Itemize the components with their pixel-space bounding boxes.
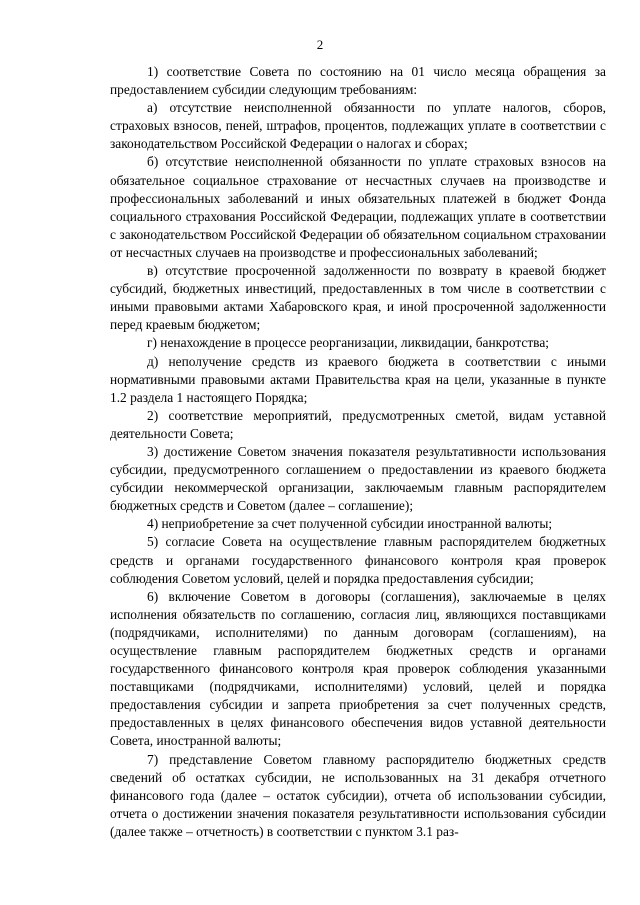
paragraph-1g: г) ненахождение в процессе реорганизации, ликвидации, банкротства; bbox=[147, 335, 549, 351]
paragraph-1: 1) соответствие Совета по состоянию на 01 число месяца обращения за предоставлением субсидии следующим требованиям: bbox=[110, 64, 606, 98]
paragraph-1v: в) отсутствие просроченной задолженности по возврату в краевой бюджет субсидий, бюджетных инвестиций, предоставленных в том числе в соответствии с иными правовыми актами Хабаровского края, и иной просроченной задолженности перед краевым бюджетом; bbox=[110, 263, 606, 333]
paragraph-1a: а) отсутствие неисполненной обязанности по уплате налогов, сборов, страховых взносов, пеней, штрафов, процентов, подлежащих уплате в соответствии с законодательством Российской Федерации о налогах и сборах; bbox=[110, 100, 606, 152]
paragraph-4: 4) неприобретение за счет полученной субсидии иностранной валюты; bbox=[147, 516, 553, 532]
paragraph-7: 7) представление Советом главному распорядителю бюджетных средств сведений об остатках субсидии, не использованных на 31 декабря отчетного финансового года (далее – остаток субсидии), отчета об использовании субсидии, отчета о достижении значения показателя результативности использования субсидии (далее также – отчетность) в соответствии с пунктом 3.1 раз- bbox=[110, 751, 606, 839]
document-body bbox=[110, 63, 606, 841]
paragraph-1b: б) отсутствие неисполненной обязанности по уплате страховых взносов на обязательное социальное страхование от несчастных случаев на производстве и профессиональных заболеваний и иных обязательных платежей в бюджет Фонда социального страхования Российской Федерации, подлежащих уплате в соответствии с законодательством Российской Федерации об обязательном социальном страховании от несчастных случаев на производстве и профессиональных заболеваний; bbox=[110, 154, 606, 260]
page-number: 2 bbox=[316, 37, 324, 52]
paragraph-6: 6) включение Советом в договоры (соглашения), заключаемые в целях исполнения обязательств по соглашению, согласия лиц, являющихся поставщиками (подрядчиками, исполнителями) по данным договорам (соглашениям), на осуществление главным распорядителем бюджетных средств и органами государственного финансового контроля края проверок соблюдения указанными поставщиками (подрядчиками, исполнителями) условий, целей и порядка предоставления субсидии и запрета приобретения за счет полученных средств, предоставленных в целях финансового обеспечения видов уставной деятельности Совета, иностранной валюты; bbox=[110, 588, 606, 749]
paragraph-1d: д) неполучение средств из краевого бюджета в соответствии с иными нормативными правовыми актами Правительства края на цели, указанные в пункте 1.2 раздела 1 настоящего Порядка; bbox=[110, 353, 606, 405]
paragraph-3: 3) достижение Советом значения показателя результативности использования субсидии, предусмотренного соглашением о предоставлении из краевого бюджета субсидии некоммерческой организации, заключаемым главным распорядителем бюджетных средств и Советом (далее – соглашение); bbox=[110, 443, 606, 514]
paragraph-2: 2) соответствие мероприятий, предусмотренных сметой, видам уставной деятельности Совета; bbox=[110, 407, 606, 441]
paragraph-5: 5) согласие Совета на осуществление главным распорядителем бюджетных средств и органами государственного финансового контроля края проверок соблюдения Советом условий, целей и порядка предоставления субсидии; bbox=[110, 534, 606, 586]
